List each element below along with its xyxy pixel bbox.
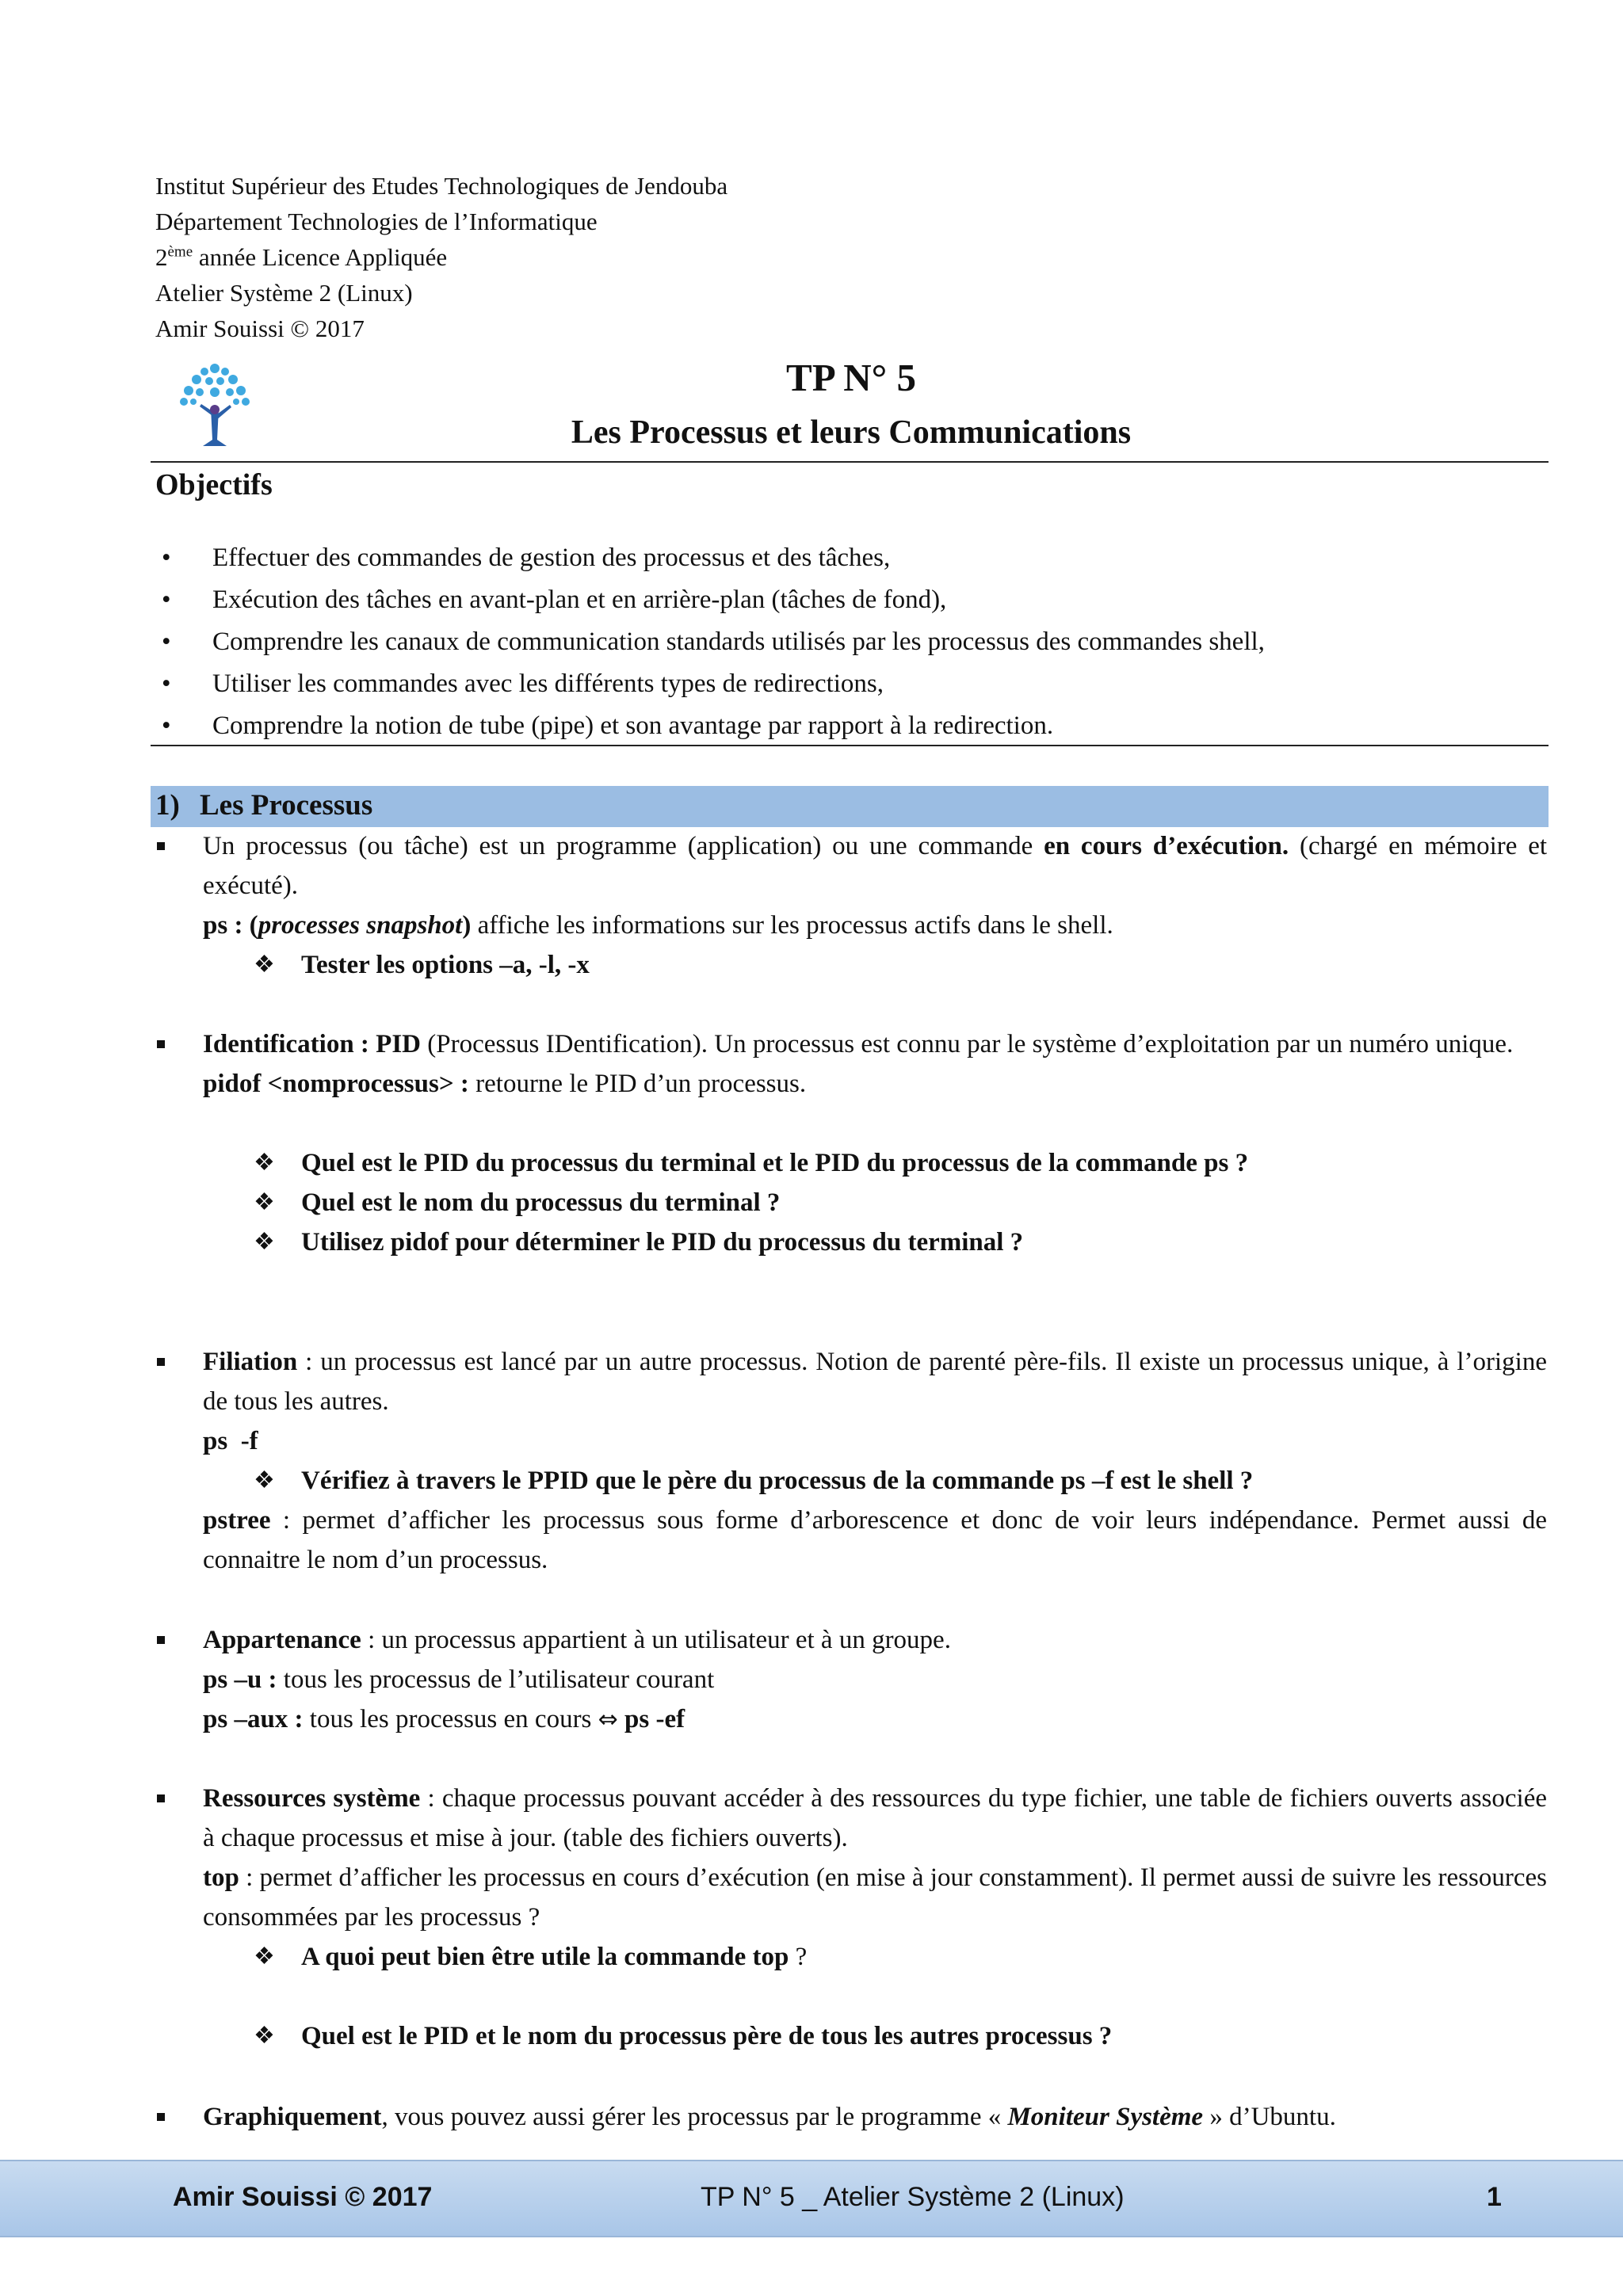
text-run: » d’Ubuntu.: [1203, 2103, 1336, 2131]
square-bullet-icon: [157, 2113, 165, 2121]
pstree-paragraph: [203, 1501, 1547, 1580]
bold-run: ps –aux :: [203, 1705, 304, 1733]
processus-definition-block: [203, 826, 1547, 985]
author-name: Amir Souissi © 2017: [155, 315, 365, 342]
diamond-bullet-icon: ❖: [254, 952, 275, 978]
spacer: [203, 1104, 1547, 1143]
title-divider: [151, 461, 1549, 463]
definition-paragraph: [203, 826, 1547, 906]
graphiquement-block: [203, 2097, 1547, 2137]
list-item: [155, 537, 1265, 579]
diamond-bullet-icon: ❖: [254, 1189, 275, 1215]
text-run: retourne le PID d’un processus.: [468, 1070, 807, 1098]
text-run: affiche les informations sur les processus actifs dans le shell.: [471, 911, 1113, 940]
question-item: [203, 1461, 1547, 1501]
year-text: année Licence Appliquée: [193, 243, 448, 271]
objective-text: Effectuer des commandes de gestion des processus et des tâches,: [212, 543, 891, 572]
filiation-paragraph: [203, 1342, 1547, 1421]
list-item: [155, 663, 1265, 705]
ps-aux-command-line: [203, 1699, 1547, 1740]
graphiquement-paragraph: [203, 2097, 1547, 2137]
question-item: [203, 1183, 1547, 1222]
diamond-bullet-icon: ❖: [254, 2023, 275, 2049]
objectives-divider: [151, 745, 1549, 746]
bold-italic-run: processes snapshot: [258, 911, 463, 940]
objective-text: Utiliser les commandes avec les différents types de redirections,: [212, 669, 884, 698]
question-item: [203, 1143, 1547, 1183]
text-run: : un processus est lancé par un autre processus. Notion de parenté père-fils. Il existe un processus unique, à l’origine de tous les autres.: [203, 1348, 1547, 1416]
ressources-paragraph: [203, 1779, 1547, 1858]
bold-run: ps -f: [203, 1427, 258, 1455]
bullet-icon: •: [162, 543, 171, 572]
diamond-bullet-icon: ❖: [254, 1150, 275, 1176]
section-number: 1): [155, 789, 180, 822]
bold-run: en cours d’exécution.: [1044, 832, 1289, 860]
square-bullet-icon: [157, 842, 165, 850]
bold-run: pstree: [203, 1506, 271, 1535]
objectives-heading: Objectifs: [155, 468, 273, 502]
text-run: (Processus IDentification). Un processus est connu par le système d’exploitation par un numéro unique.: [421, 1030, 1514, 1058]
list-item: [155, 705, 1265, 747]
list-item: [155, 621, 1265, 663]
footer-title: TP N° 5 _ Atelier Système 2 (Linux): [701, 2182, 1125, 2212]
bold-run: ps -ef: [617, 1705, 685, 1733]
page-subtitle: Les Processus et leurs Communications: [571, 414, 1132, 451]
question-text: Utilisez pidof pour déterminer le PID du processus du terminal ?: [301, 1228, 1024, 1257]
identification-block: [203, 1024, 1547, 1262]
page-footer: [0, 2160, 1623, 2237]
bold-run: Identification : PID: [203, 1030, 421, 1058]
document-header: [155, 168, 727, 346]
text-run: Un processus (ou tâche) est un programme (application) ou une commande: [203, 832, 1044, 860]
footer-author: Amir Souissi © 2017: [173, 2182, 433, 2212]
equivalence-arrow-icon: ⇔: [598, 1706, 618, 1733]
list-item: [155, 579, 1265, 621]
question-text: Quel est le nom du processus du terminal ?: [301, 1188, 781, 1217]
section-title: Les Processus: [200, 789, 373, 822]
bold-run: Appartenance: [203, 1626, 361, 1654]
square-bullet-icon: [157, 1636, 165, 1644]
square-bullet-icon: [157, 1794, 165, 1802]
ps-f-command: [203, 1421, 1547, 1461]
question-text: Quel est le PID et le nom du processus père de tous les autres processus ?: [301, 2022, 1113, 2050]
bullet-icon: •: [162, 669, 171, 698]
section-heading: [151, 786, 1549, 827]
square-bullet-icon: [157, 1040, 165, 1048]
identification-paragraph: [203, 1024, 1547, 1064]
question-text: Tester les options –a, -l, -x: [301, 951, 590, 979]
question-item: [203, 1937, 1547, 1977]
text-run: , vous pouvez aussi gérer les processus par le programme «: [381, 2103, 1008, 2131]
bold-run: ): [462, 911, 472, 940]
text-run: : permet d’afficher les processus sous forme d’arborescence et donc de voir leurs indépendance. Permet aussi de connaitre le nom d’un processus.: [203, 1506, 1547, 1574]
question-item: [203, 2016, 1547, 2056]
year-superscript: ème: [167, 243, 193, 261]
department-name: Département Technologies de l’Informatique: [155, 208, 598, 235]
bold-run: pidof <nomprocessus> :: [203, 1070, 469, 1098]
bold-run: top: [203, 1863, 239, 1892]
text-run: : un processus appartient à un utilisateur et à un groupe.: [361, 1626, 951, 1654]
text-run: tous les processus de l’utilisateur courant: [277, 1665, 715, 1694]
text-run: tous les processus en cours: [303, 1705, 598, 1733]
bold-italic-run: Moniteur Système: [1007, 2103, 1204, 2131]
spacer: [203, 1977, 1547, 2016]
page-title: TP N° 5: [786, 356, 916, 399]
ps-u-command-line: [203, 1660, 1547, 1699]
text-run: : chaque processus pouvant accéder à des ressources du type fichier, une table de fichiers ouverts associée à chaque processus et mise à jour. (table des fichiers ouverts).: [203, 1784, 1547, 1852]
appartenance-paragraph: [203, 1620, 1547, 1660]
objective-text: Exécution des tâches en avant-plan et en arrière-plan (tâches de fond),: [212, 585, 947, 614]
objective-text: Comprendre les canaux de communication standards utilisés par les processus des commandes shell,: [212, 627, 1265, 656]
ressources-block: [203, 1779, 1547, 2056]
text-run: ?: [789, 1943, 808, 1971]
page-number: 1: [1487, 2182, 1502, 2212]
diamond-bullet-icon: ❖: [254, 1943, 275, 1970]
bold-run: Ressources système: [203, 1784, 421, 1813]
text-run: (chargé en mémoire et exécuté).: [203, 832, 1548, 900]
bold-run: Graphiquement: [203, 2103, 382, 2131]
objectives-list: [155, 537, 1265, 747]
bullet-icon: •: [162, 627, 171, 656]
question-text: Vérifiez à travers le PPID que le père du processus de la commande ps –f est le shell ?: [301, 1466, 1254, 1495]
question-text: Quel est le PID du processus du terminal et le PID du processus de la commande ps ?: [301, 1149, 1249, 1177]
institute-name: Institut Supérieur des Etudes Technologiques de Jendouba: [155, 172, 728, 200]
bold-run: ps –u :: [203, 1665, 277, 1694]
bullet-icon: •: [162, 711, 171, 740]
bold-run: ps : (: [203, 911, 258, 940]
question-text: A quoi peut bien être utile la commande top: [301, 1943, 789, 1971]
diamond-bullet-icon: ❖: [254, 1229, 275, 1255]
year-number: 2: [155, 243, 168, 271]
bullet-icon: •: [162, 585, 171, 614]
question-item: [203, 1222, 1547, 1262]
question-item: [203, 945, 1547, 985]
pidof-command-line: [203, 1064, 1547, 1104]
objective-text: Comprendre la notion de tube (pipe) et son avantage par rapport à la redirection.: [212, 711, 1054, 740]
study-year: [155, 239, 727, 275]
filiation-block: [203, 1342, 1547, 1580]
bold-run: Filiation: [203, 1348, 298, 1376]
square-bullet-icon: [157, 1358, 165, 1366]
ps-command-line: [203, 906, 1547, 945]
text-run: : permet d’afficher les processus en cours d’exécution (en mise à jour constamment). Il permet aussi de suivre les ressources consommées par les processus ?: [203, 1863, 1547, 1932]
top-paragraph: [203, 1858, 1547, 1937]
appartenance-block: [203, 1620, 1547, 1740]
diamond-bullet-icon: ❖: [254, 1467, 275, 1493]
course-name: Atelier Système 2 (Linux): [155, 279, 413, 307]
